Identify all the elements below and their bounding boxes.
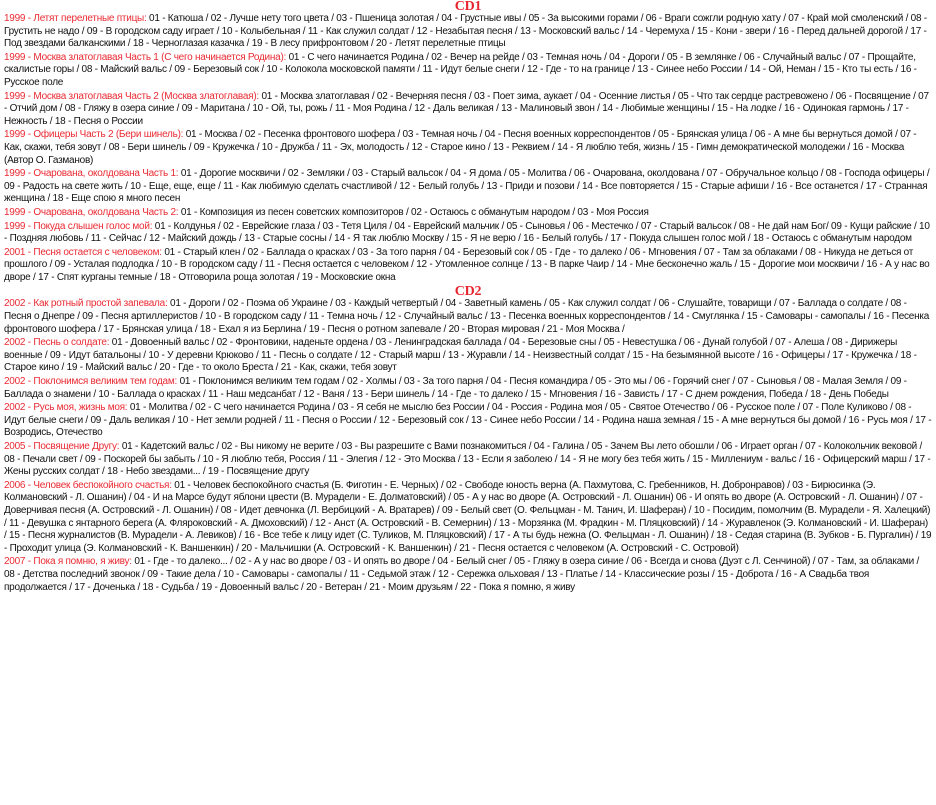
album-entry [4, 402, 932, 440]
album-tracks: 01 - Дороги / 02 - Поэма об Украине / 03 - Каждый четвертый / 04 - Заветный камень / 05 - Как служил солдат / 06 - Слушайте, товарищи / 07 - Баллада о солдате / 08 - Песня о Днепре / 09 - Песня артиллеристов / 10 - В городском саду / 11 - Темна ночь / 12 - Случайный вальс / 13 - Песенка военных корреспондентов / 14 - Смуглянка / 15 - Самовары - самопалы / 16 - Песенка фронтового шофера / 17 - Брянская улица / 18 - Ехал я из Берлина / 19 - Песня о ротном запевале / 20 - Вторая мировая / 21 - Моя Москва / [4, 298, 930, 335]
album-entry [4, 556, 932, 594]
album-tracks: 01 - Кадетский вальс / 02 - Вы никому не верите / 03 - Вы разрешите с Вами познакомиться / 04 - Галина / 05 - Зачем Вы лето обошли / 06 - Играет орган / 07 - Колокольчик вековой / 08 - Печали свет / 09 - Поскорей бы забыть / 10 - Я люблю тебя, Россия / 11 - Элегия / 12 - Это Москва / 13 - Если я заболею / 14 - Я не могу без тебя жить / 15 - Миллениум - вальс / 16 - Офицерский марш / 17 - Жены русских солдат / 18 - Небо звездами... / 19 - Посвящение другу [4, 441, 931, 478]
cd1-section [4, 0, 932, 284]
album-tracks: 01 - Поклонимся великим тем годам / 02 - Холмы / 03 - За того парня / 04 - Песня командира / 05 - Это мы / 06 - Горячий снег / 07 - Сыновья / 08 - Малая Земля / 09 - Баллада о знамени / 10 - Баллада о красках / 11 - Наш медсанбат / 12 - Ваня / 13 - Бери шинель / 14 - Где - то далеко / 15 - Мгновения / 16 - Зависть / 17 - С днем рождения, Победа / 18 - День Победы [4, 376, 907, 400]
album-tracks: 01 - Москва / 02 - Песенка фронтового шофера / 03 - Темная ночь / 04 - Песня военных корреспондентов / 05 - Брянская улица / 06 - А мне бы вернуться домой / 07 - Как, скажи, тебя зовут / 08 - Бери шинель / 09 - Кружечка / 10 - Дружба / 11 - Эх, молодость / 12 - Старое кино / 13 - Реквием / 14 - Я люблю тебя, жизнь / 15 - Гимн демократической молодежи / 16 - Москва (Автор О. Газманов) [4, 129, 917, 166]
album-title: 1999 - Москва златоглавая Часть 2 (Москва златоглавая): [4, 90, 259, 102]
album-title: 2002 - Как ротный простой запевала: [4, 298, 168, 310]
album-tracks: 01 - Катюша / 02 - Лучше нету того цвета / 03 - Пшеница золотая / 04 - Грустные ивы / 05 - За высокими горами / 06 - Враги сожгли родную хату / 07 - Край мой смоленский / 08 - Грустить не надо / 09 - В городском саду играет / 10 - Колыбельная / 11 - Как служил солдат / 12 - Незабытая песня / 13 - Московский вальс / 14 - Черемуха / 15 - Кони - звери / 16 - Перед дальней дорогой / 17 - Под звездами балканскими / 18 - Черноглазая казачка / 19 - В лесу прифронтовом / 20 - Летят перелетные птицы [4, 13, 927, 50]
album-entry [4, 298, 932, 336]
album-tracks: 01 - Человек беспокойного счастья (Б. Фиготин - Е. Черных) / 02 - Свободе юность верна (А. Пахмутова, С. Гребенников, Н. Добронравов) / 03 - Бирюсинка (Э. Колмановский - Л. Ошанин) / 04 - И на Марсе будут яблони цвести (В. Мурадели - Е. Долматовский) / 05 - А у нас во дворе (А. Островский - Л. Ошанин) 06 - И опять во дворе (А. Островский - Л. Ошанин) / 07 - Доверчивая песня (А. Островский - Л. Ошанин) / 08 - Идет девчонка (Л. Вербицкий - А. Вратарев) / 09 - Белый свет (О. Фельцман - М. Танич, И. Шаферан) / 10 - Посидим, помолчим (В. Мурадели - Я. Халецкий) / 11 - Девушка с янтарного берега (А. Фляроковский - А. Дмоховский) / 12 - Анст (А. Островский - В. Семернин) / 13 - Морзянка (М. Фрадкин - М. Пляцковский) / 14 - Журавленок (Э. Колмановский - И. Шаферан) / 15 - Песня журналистов (В. Мурадели - А. Левиков) / 16 - Все тебе к лицу идет (С. Туликов, М. Пляцковский) / 17 - А ты будь нежна (О. Фельцман - Л. Ошанин) / 18 - Седая старина (В. Зубков - Б. Пургалин) / 19 - Проходит улица (Э. Колмановский - К. Ваншенкин) / 20 - Мальчишки (А. Островский - К. Ваншенкин) / 21 - Песня остается с человеком (А. Островский - С. Островой) [4, 479, 932, 554]
album-title: 1999 - Покуда слышен голос мой: [4, 220, 153, 232]
album-entry [4, 337, 932, 375]
album-entry [4, 376, 932, 401]
album-title: 1999 - Офицеры Часть 2 (Бери шинель): [4, 129, 184, 141]
album-title: 2002 - Русь моя, жизнь моя: [4, 402, 128, 414]
album-tracks: 01 - Старый клен / 02 - Баллада о красках / 03 - За того парня / 04 - Березовый сок / 05 - Где - то далеко / 06 - Мгновения / 07 - Там за облаками / 08 - Никуда не деться от прошлого / 09 - Усталая подлодка / 10 - В городском саду / 11 - Песня остается с человеком / 12 - Утомленное солнце / 13 - В парке Чаир / 14 - Мне бесконечно жаль / 15 - Дорогие мои москвичи / 16 - А у нас во дворе / 17 - Спят курганы темные / 18 - Отговорила роща золотая / 19 - Московские окна [4, 246, 930, 283]
album-title: 1999 - Летят перелетные птицы: [4, 13, 147, 24]
album-title: 2007 - Пока я помню, я живу: [4, 556, 132, 568]
album-entry [4, 13, 932, 51]
album-title: 2005 - Посвящение Другу: [4, 441, 120, 452]
album-title: 2002 - Поклонимся великим тем годам: [4, 376, 178, 388]
album-title: 2001 - Песня остается с человеком: [4, 246, 162, 258]
album-entry [4, 168, 932, 206]
album-title: 2002 - Песнь о солдате: [4, 337, 110, 349]
album-tracks: 01 - Москва златоглавая / 02 - Вечерняя песня / 03 - Поет зима, аукает / 04 - Осенние листья / 05 - Что так сердце растревожено / 06 - Посвящение / 07 - Отчий дом / 08 - Гляжу в озера синие / 09 - Маритана / 10 - Ой, ты, рожь / 11 - Моя Родина / 12 - Даль великая / 13 - Малиновый звон / 14 - Любимые женщины / 15 - На лодке / 16 - Одинокая гармонь / 17 - Нежность / 18 - Песня о России [4, 90, 929, 127]
album-tracks: 01 - Где - то далеко... / 02 - А у нас во дворе / 03 - И опять во дворе / 04 - Белый снег / 05 - Гляжу в озера синие / 06 - Всегда и снова (Дуэт с Л. Сенчиной) / 07 - Там, за облаками / 08 - Детства последний звонок / 09 - Такие дела / 10 - Самовары - самопалы / 11 - Седьмой этаж / 12 - Сережка ольховая / 13 - Платье / 14 - Классические розы / 15 - Доброта / 16 - А Свадьба твоя продолжается / 17 - Доченька / 18 - Судьба / 19 - Довоенный вальс / 20 - Ветеран / 21 - Моим друзьям / 22 - Пока я помню, я живу [4, 556, 920, 593]
album-title: 2006 - Человек беспокойного счастья: [4, 479, 172, 491]
album-entry [4, 207, 932, 220]
album-entry [4, 441, 932, 479]
cd2-section [4, 285, 932, 594]
album-tracks: 01 - Дорогие москвичи / 02 - Земляки / 03 - Старый вальсок / 04 - Я дома / 05 - Молитва / 06 - Очарована, околдована / 07 - Обручальное кольцо / 08 - Господа офицеры / 09 - Радость на свете жить / 10 - Еще, еще, еще / 11 - Как любимую сделать счастливой / 12 - Белый голубь / 13 - Приди и позови / 14 - Все повторяется / 15 - Старые афиши / 16 - Все останется / 17 - Странная женщина / 18 - Еще спою я много песен [4, 168, 930, 205]
album-entry [4, 221, 932, 246]
album-title: 1999 - Очарована, околдована Часть 2: [4, 206, 179, 218]
album-entry [4, 129, 932, 167]
album-entry [4, 91, 932, 129]
cd-heading: CD1 [454, 0, 482, 14]
cd-heading: CD2 [454, 284, 482, 300]
album-tracks: 01 - Довоенный вальс / 02 - Фронтовики, наденьте ордена / 03 - Ленинградская баллада / 04 - Березовые сны / 05 - Невестушка / 06 - Дунай голубой / 07 - Алеша / 08 - Дирижеры военные / 09 - Идут батальоны / 10 - У деревни Крюково / 11 - Песнь о солдате / 12 - Старый марш / 13 - Журавли / 14 - Неизвестный солдат / 15 - На безымянной высоте / 16 - Офицеры / 17 - Кружечка / 18 - Старое кино / 19 - Майский вальс / 20 - Где - то около Бреста / 21 - Как, скажи, тебя зовут [4, 337, 917, 374]
album-entry [4, 247, 932, 285]
album-title: 1999 - Москва златоглавая Часть 1 (С чего начинается Родина): [4, 51, 287, 63]
album-tracks: 01 - Молитва / 02 - С чего начинается Родина / 03 - Я себя не мыслю без России / 04 - Россия - Родина моя / 05 - Святое Отечество / 06 - Русское поле / 07 - Поле Куликово / 08 - Идут белые снеги / 09 - Даль великая / 10 - Нет земли родней / 11 - Песня о России / 12 - Березовый сок / 13 - Синее небо России / 14 - Родина наша земная / 15 - А мне вернуться бы домой / 16 - Русь моя / 17 - Возродись, Отечество [4, 402, 932, 439]
album-tracks: 01 - С чего начинается Родина / 02 - Вечер на рейде / 03 - Темная ночь / 04 - Дороги / 05 - В землянке / 06 - Случайный вальс / 07 - Прощайте, скалистые горы / 08 - Майский вальс / 09 - Березовый сок / 10 - Колокола московской памяти / 11 - Идут белые снеги / 12 - Где - то на границе / 13 - Синее небо России / 14 - Ой, Неман / 15 - Кто ты есть / 16 - Русское поле [4, 51, 917, 88]
album-entry [4, 480, 932, 556]
album-title: 1999 - Очарована, околдована Часть 1: [4, 168, 179, 180]
album-tracks: 01 - Композиция из песен советских композиторов / 02 - Остаюсь с обманутым народом / 03 - Моя Россия [180, 206, 649, 218]
album-tracks: 01 - Колдунья / 02 - Еврейские глаза / 03 - Тетя Циля / 04 - Еврейский мальчик / 05 - Сыновья / 06 - Местечко / 07 - Старый вальсок / 08 - Не дай нам Бог/ 09 - Кущи райские / 10 - Поздняя любовь / 11 - Сейчас / 12 - Майский дождь / 13 - Старые сосны / 14 - Я так люблю Москву / 15 - Я не верю / 16 - Белый голубь / 17 - Покуда слышен голос мой / 18 - Остаюсь с обманутым народом [4, 220, 930, 245]
album-entry [4, 52, 932, 90]
